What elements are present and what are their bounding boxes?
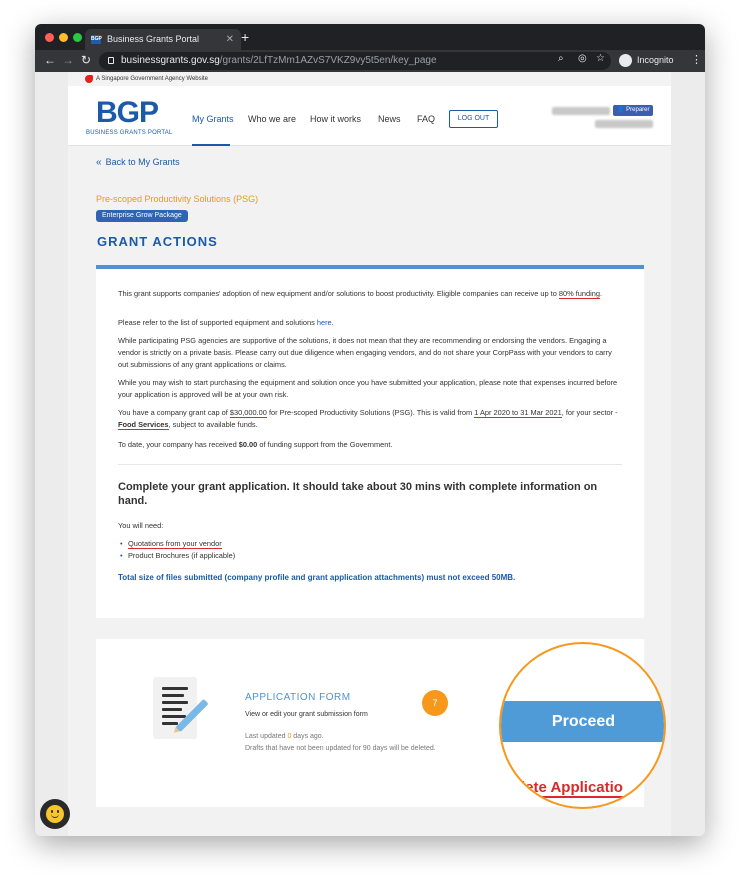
info-paragraph-expenses: While you may wish to start purchasing the equipment and solution once you have submitted your application, please note that expenses incurred before your application is approved will be at your own risk.	[118, 378, 618, 399]
tab-title: Business Grants Portal	[107, 34, 200, 44]
incognito-icon	[619, 54, 632, 67]
lion-head-icon	[85, 75, 93, 83]
reload-icon[interactable]: ↻	[81, 53, 92, 67]
gov-banner	[68, 72, 671, 86]
section-title: GRANT ACTIONS	[97, 234, 218, 249]
cap-text-2: for Pre-scoped Productivity Solutions (PSG). This is valid from	[266, 408, 475, 417]
last-updated-suffix: days ago.	[291, 733, 324, 740]
nav-who-we-are[interactable]: Who we are	[248, 114, 297, 124]
delete-application-link[interactable]: lete Applicatio	[521, 779, 623, 796]
funding-period: .	[599, 289, 603, 298]
minimize-window-button[interactable]	[59, 33, 68, 42]
maximize-window-button[interactable]	[73, 33, 82, 42]
double-chevron-left-icon: «	[96, 157, 102, 168]
requirement-text: Quotations from your vendor	[128, 539, 222, 548]
info-paragraph-list	[118, 317, 618, 329]
cap-text-1: You have a company grant cap of	[118, 408, 230, 417]
browser-window	[35, 24, 705, 836]
grant-name: Pre-scoped Productivity Solutions (PSG)	[96, 194, 259, 204]
bgp-logo-subtitle: BUSINESS GRANTS PORTAL	[86, 130, 173, 136]
requirement-item	[128, 539, 222, 548]
site-header	[68, 86, 671, 146]
browser-tab[interactable]	[85, 29, 241, 50]
back-link-label: Back to My Grants	[105, 157, 180, 167]
funding-text: This grant supports companies' adoption of new equipment and/or solutions to boost productivity. Eligible companies can receive up to	[118, 289, 559, 298]
logout-button[interactable]: LOG OUT	[449, 110, 498, 128]
nav-news[interactable]: News	[378, 114, 401, 124]
url-host: businessgrants.gov.sg	[121, 55, 220, 66]
here-link[interactable]: here	[316, 318, 332, 327]
nav-my-grants[interactable]: My Grants	[192, 114, 234, 124]
address-bar[interactable]	[99, 52, 611, 70]
search-icon[interactable]: ⌕	[558, 53, 564, 64]
role-badge-label: Preparer	[626, 107, 650, 113]
back-to-my-grants-link[interactable]	[96, 157, 180, 168]
new-tab-button[interactable]: +	[241, 29, 250, 45]
divider	[118, 464, 622, 465]
list-text: Please refer to the list of supported equipment and solutions	[118, 318, 317, 327]
url-path: /grants/2LfTzMm1AZvS7VKZ9vy5t5en/key_page	[219, 55, 437, 66]
lock-icon	[108, 57, 114, 64]
nav-how-it-works[interactable]: How it works	[310, 114, 362, 124]
step-number-badge: 7	[422, 690, 448, 716]
received-text-2: of funding support from the Government.	[257, 440, 393, 449]
list-period: .	[331, 318, 334, 327]
validity-period: 1 Apr 2020 to 31 Mar 2021	[474, 408, 562, 417]
gov-banner-text: A Singapore Government Agency Website	[96, 76, 208, 82]
complete-application-heading: Complete your grant application. It should take about 30 mins with complete information on hand.	[118, 481, 598, 507]
last-updated-days: 0	[287, 733, 292, 740]
info-paragraph-funding	[118, 288, 618, 300]
last-updated-prefix: Last updated	[245, 733, 288, 740]
sector-name: Food Services	[118, 420, 169, 429]
bgp-logo[interactable]: BGP	[96, 96, 159, 129]
eye-off-icon[interactable]: ◎	[578, 53, 587, 64]
close-window-button[interactable]	[45, 33, 54, 42]
requirement-item	[128, 551, 235, 560]
more-menu-icon[interactable]: ⋮	[691, 54, 702, 66]
file-size-limit-note: Total size of files submitted (company profile and grant application attachments) must not exceed 50MB.	[118, 573, 516, 582]
favicon-icon: BGP	[91, 36, 102, 42]
feedback-widget[interactable]	[40, 799, 70, 829]
info-paragraph-cap	[118, 407, 618, 431]
received-text-1: To date, your company has received	[118, 440, 239, 449]
application-form-title: APPLICATION FORM	[245, 692, 351, 703]
smiley-face-icon	[46, 805, 64, 823]
active-nav-indicator	[192, 144, 230, 146]
user-name-blurred	[552, 107, 610, 115]
back-arrow-icon[interactable]: ←	[44, 53, 56, 67]
application-form-subtitle: View or edit your grant submission form	[245, 711, 368, 718]
requirement-text: Product Brochures (if applicable)	[128, 551, 236, 560]
proceed-button[interactable]: Proceed	[501, 701, 666, 742]
grant-info-card	[96, 265, 644, 618]
magnifier-callout	[499, 642, 666, 809]
close-tab-icon[interactable]: ✕	[225, 34, 234, 45]
cap-text-3: , for your sector -	[561, 408, 618, 417]
role-badge: 👤 Preparer	[613, 105, 653, 116]
page-viewport	[35, 72, 705, 836]
cap-text-4: , subject to available funds.	[168, 420, 258, 429]
tab-bar	[35, 24, 705, 50]
last-updated-text	[245, 733, 324, 740]
grant-cap-amount: $30,000.00	[229, 408, 267, 417]
drafts-deletion-note: Drafts that have not been updated for 90 days will be deleted.	[245, 745, 436, 752]
browser-toolbar	[35, 50, 705, 72]
incognito-indicator[interactable]	[619, 53, 674, 68]
star-icon[interactable]: ☆	[596, 53, 605, 64]
info-paragraph-vendors: While participating PSG agencies are supportive of the solutions, it does not mean that they are recommending or endorsing the vendors. Engaging a vendor is strictly on a private basis. Please carry out due diligence when engaging vendors, and do not share your CorpPass with your vendors to carry out submissions of any grant applications or claims.	[118, 336, 612, 369]
forward-arrow-icon[interactable]: →	[62, 53, 74, 67]
company-name-blurred	[595, 120, 653, 128]
funding-percent: 80% funding	[558, 289, 600, 298]
nav-faq[interactable]: FAQ	[417, 114, 436, 124]
info-paragraph-received	[118, 439, 618, 451]
received-amount: $0.00	[238, 440, 258, 449]
incognito-label: Incognito	[637, 55, 674, 65]
you-will-need-label: You will need:	[118, 521, 164, 530]
package-badge: Enterprise Grow Package	[96, 210, 188, 222]
